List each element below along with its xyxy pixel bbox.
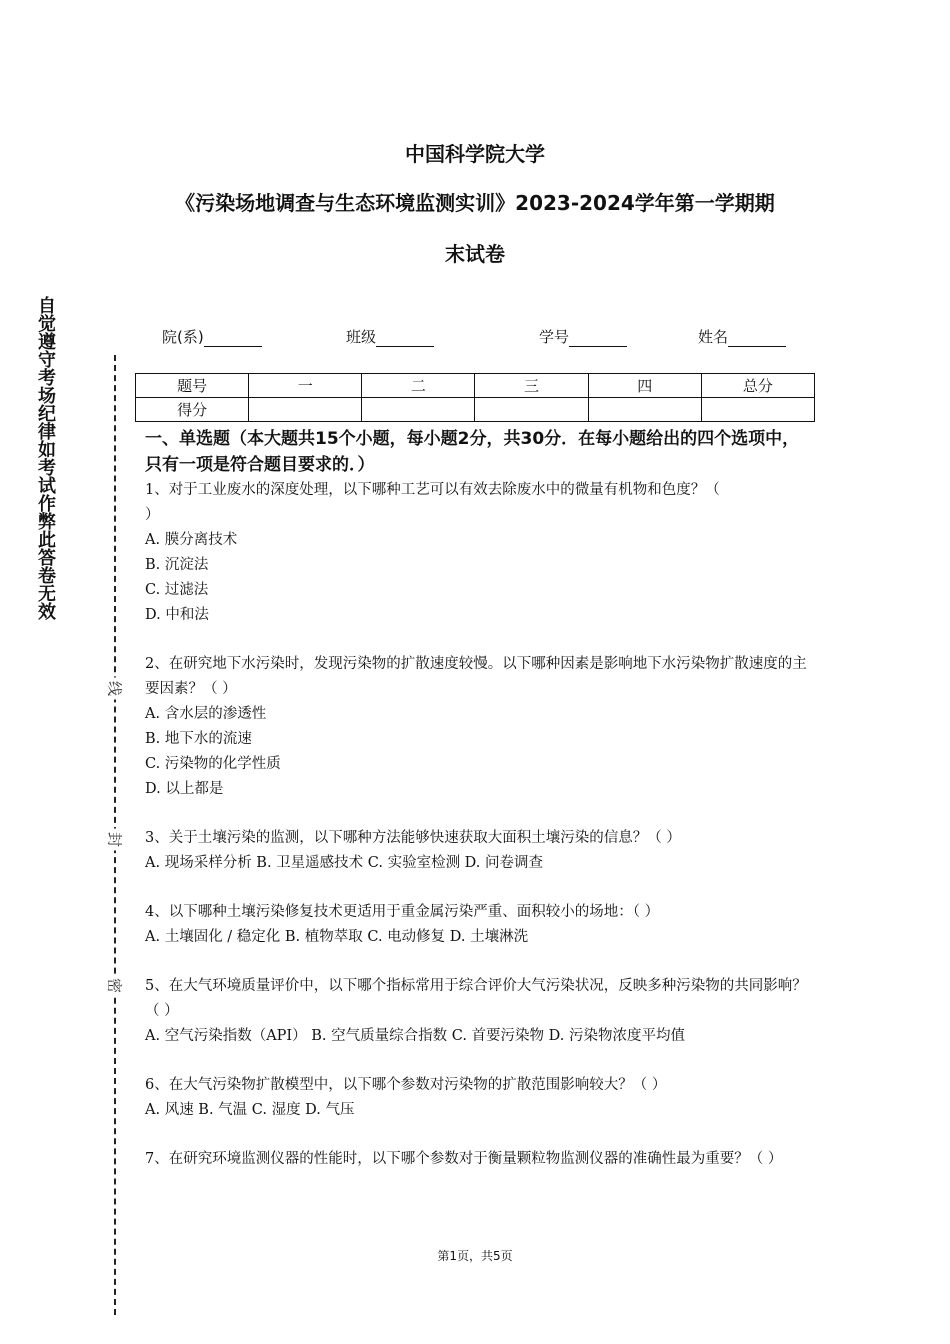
side-exam-notice: 自觉遵守考场纪律如考试作弊此答卷无效 — [35, 296, 56, 620]
score-table-cell: 总分 — [701, 374, 814, 398]
option-d: D. 以上都是 — [145, 781, 224, 797]
department-label: 院(系) — [162, 328, 204, 346]
score-table-cell: 三 — [475, 374, 588, 398]
option-c: C. 过滤法 — [145, 582, 209, 598]
question-stem: 5、在大气环境质量评价中，以下哪个指标常用于综合评价大气污染状况，反映多种污染物的共同影响？（ ） — [145, 978, 807, 1019]
score-table-cell: 题号 — [136, 374, 249, 398]
question-4 — [145, 900, 815, 950]
seal-mark-secret: 密 — [105, 975, 126, 997]
question-3 — [145, 826, 815, 876]
question-stem: 7、在研究环境监测仪器的性能时，以下哪个参数对于衡量颗粒物监测仪器的准确性最为重要？（ ） — [145, 1151, 783, 1167]
score-table-cell: 得分 — [136, 398, 249, 422]
department-blank[interactable] — [204, 330, 262, 347]
seal-mark-seal: 封 — [105, 829, 126, 851]
student-id-field — [539, 326, 627, 347]
score-input-cell[interactable] — [701, 398, 814, 422]
question-stem: 3、关于土壤污染的监测，以下哪种方法能够快速获取大面积土壤污染的信息？（ ） — [145, 830, 681, 846]
seal-mark-line: 线 — [105, 678, 126, 700]
score-table — [135, 373, 815, 422]
option-b: B. 沉淀法 — [145, 557, 209, 573]
question-stem: 1、对于工业废水的深度处理，以下哪种工艺可以有效去除废水中的微量有机物和色度？（ — [145, 482, 720, 498]
question-stem: 4、以下哪种土壤污染修复技术更适用于重金属污染严重、面积较小的场地：（ ） — [145, 904, 660, 920]
score-table-cell: 四 — [588, 374, 701, 398]
option-a: A. 含水层的渗透性 — [145, 706, 267, 722]
score-table-score-row — [136, 398, 815, 422]
name-label: 姓名 — [698, 328, 729, 346]
section-1-heading: 一、单选题（本大题共15个小题，每小题2分，共30分．在每小题给出的四个选项中，只有一项是符合题目要求的．） — [145, 429, 800, 475]
score-input-cell[interactable] — [362, 398, 475, 422]
score-input-cell[interactable] — [475, 398, 588, 422]
question-stem-end: ） — [145, 507, 160, 523]
option-b: B. 地下水的流速 — [145, 731, 252, 747]
option-a: A. 膜分离技术 — [145, 532, 238, 548]
page-footer: 第1页，共5页 — [437, 1249, 513, 1263]
question-6 — [145, 1073, 815, 1123]
score-table-header-row — [136, 374, 815, 398]
class-label: 班级 — [346, 328, 377, 346]
option-c: C. 污染物的化学性质 — [145, 756, 281, 772]
question-options: A. 风速 B. 气温 C. 湿度 D. 气压 — [145, 1102, 355, 1118]
exam-content — [145, 426, 815, 1172]
question-stem: 6、在大气污染物扩散模型中，以下哪个参数对污染物的扩散范围影响较大？（ ） — [145, 1077, 667, 1093]
class-field — [346, 326, 434, 347]
score-input-cell[interactable] — [249, 398, 362, 422]
name-field — [698, 326, 786, 347]
student-info-row — [0, 326, 950, 348]
option-d: D. 中和法 — [145, 607, 209, 623]
student-id-label: 学号 — [539, 328, 570, 346]
question-5 — [145, 974, 815, 1049]
class-blank[interactable] — [376, 330, 434, 347]
question-options: A. 空气污染指数（API） B. 空气质量综合指数 C. 首要污染物 D. 污染物浓度平均值 — [145, 1028, 685, 1044]
exam-title-line-3: 末试卷 — [445, 242, 505, 266]
question-7 — [145, 1147, 815, 1172]
score-input-cell[interactable] — [588, 398, 701, 422]
score-table-cell: 一 — [249, 374, 362, 398]
question-stem: 2、在研究地下水污染时，发现污染物的扩散速度较慢。以下哪种因素是影响地下水污染物扩散速度的主要因素？（ ） — [145, 656, 807, 697]
student-id-blank[interactable] — [569, 330, 627, 347]
exam-title-line-2: 《污染场地调查与生态环境监测实训》2023-2024学年第一学期期 — [175, 191, 775, 215]
score-table-cell: 二 — [362, 374, 475, 398]
question-1 — [145, 478, 815, 628]
question-2 — [145, 652, 815, 802]
question-options: A. 土壤固化 / 稳定化 B. 植物萃取 C. 电动修复 D. 土壤淋洗 — [145, 929, 529, 945]
department-field — [162, 326, 262, 347]
exam-title-line-1: 中国科学院大学 — [405, 142, 545, 166]
question-options: A. 现场采样分析 B. 卫星遥感技术 C. 实验室检测 D. 问卷调查 — [145, 855, 544, 871]
name-blank[interactable] — [728, 330, 786, 347]
